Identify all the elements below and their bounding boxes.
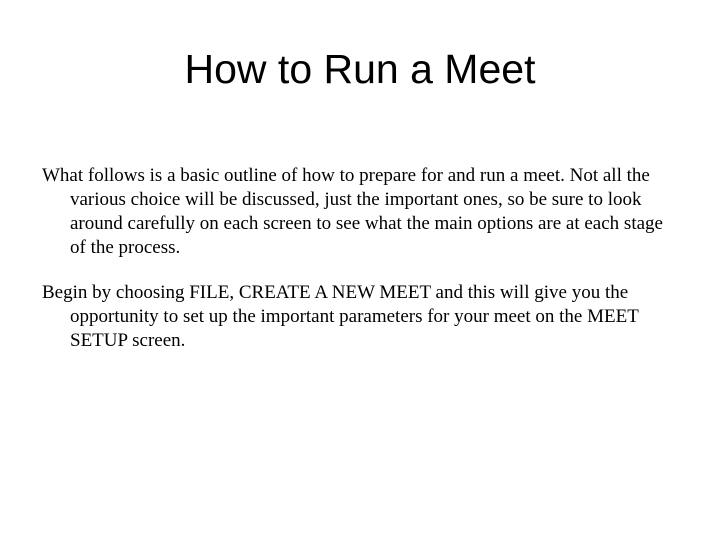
body-paragraph-create-meet: Begin by choosing FILE, CREATE A NEW MEET and this will give you the opportunity to set up the important parameters for your meet on the MEET SETUP screen. (42, 282, 639, 351)
slide-body (42, 164, 682, 374)
body-paragraph-intro: What follows is a basic outline of how to prepare for and run a meet. Not all the various choice will be discussed, just the important ones, so be sure to look around carefully on each screen to see what the main options are at each stage of the process. (42, 165, 663, 258)
slide-title: How to Run a Meet (184, 46, 536, 92)
